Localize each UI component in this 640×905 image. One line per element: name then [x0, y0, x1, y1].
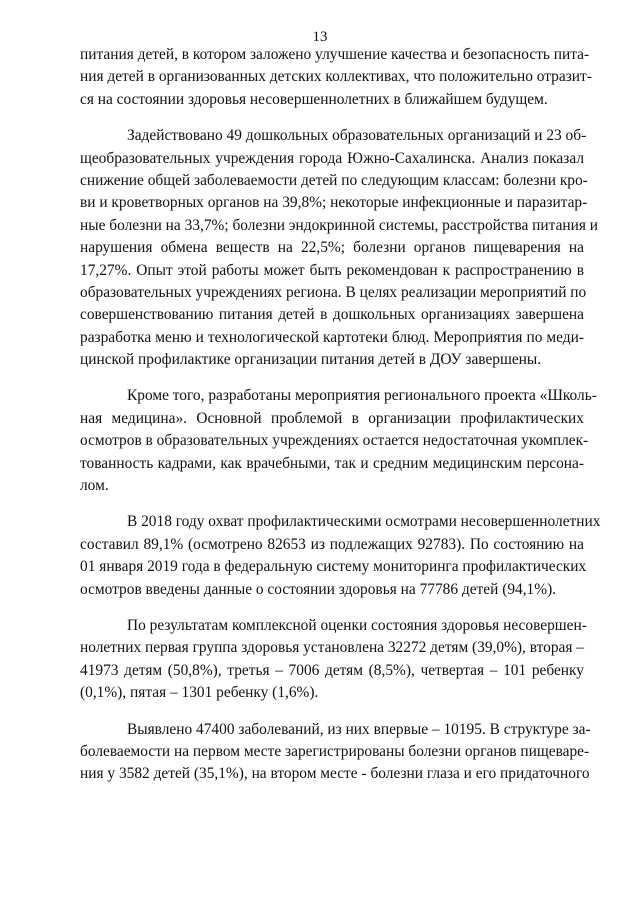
paragraph-line: По результатам комплексной оценки состояния здоровья несовершен- [127, 616, 587, 634]
paragraph-line: осмотров в образовательных учреждениях остается недостаточная укомплек- [80, 432, 589, 450]
paragraph-line: ная медицина». Основной проблемой в организации профилактических [80, 409, 584, 427]
paragraph-line: 01 января 2019 года в федеральную систему мониторинга профилактических [80, 558, 587, 576]
paragraph-line: В 2018 году охват профилактическими осмотрами несовершеннолетних [127, 513, 601, 531]
paragraph-2 [80, 125, 599, 371]
page-number: 13 [312, 29, 328, 45]
paragraph-4 [80, 511, 601, 601]
paragraph-6 [80, 719, 591, 786]
paragraph-line: Задействовано 49 дошкольных образовательных организаций и 23 об- [127, 127, 587, 145]
paragraph-line: ные болезни на 33,7%; болезни эндокринной системы, расстройства питания и [80, 216, 599, 234]
paragraph-line: нарушения обмена веществ на 22,5%; болезни органов пищеварения на [80, 239, 584, 257]
paragraph-line: совершенствованию питания детей в дошкольных организациях завершена [80, 306, 584, 324]
paragraph-line: Кроме того, разработаны мероприятия регионального проекта «Школь- [127, 387, 597, 405]
paragraph-line: болеваемости на первом месте зарегистрированы болезни органов пищеваре- [80, 742, 590, 760]
paragraph-line: 41973 детям (50,8%), третья – 7006 детям (8,5%), четвертая – 101 ребенку [80, 661, 584, 679]
paragraph-line: образовательных учреждениях региона. В целях реализации мероприятий по [80, 283, 587, 301]
paragraph-line: разработка меню и технологической картотеки блюд. Мероприятия по меди- [80, 328, 584, 346]
paragraph-line: осмотров введены данные о состоянии здоровья на 77786 детей (94,1%). [80, 580, 557, 598]
paragraph-line: щеобразовательных учреждения города Южно-Сахалинска. Анализ показал [80, 149, 584, 167]
paragraph-line: цинской профилактике организации питания детей в ДОУ завершены. [80, 351, 542, 369]
paragraph-line: (0,1%), пятая – 1301 ребенку (1,6%). [80, 684, 319, 702]
paragraph-line: ния детей в организованных детских коллективах, что положительно отразит- [80, 68, 592, 86]
paragraph-line: лом. [80, 477, 109, 495]
paragraph-line: снижение общей заболеваемости детей по следующим классам: болезни кро- [80, 171, 588, 189]
paragraph-line: тованность кадрами, как врачебными, так и средним медицинским персона- [80, 454, 584, 472]
paragraph-line: Выявлено 47400 заболеваний, из них впервые – 10195. В структуре за- [127, 720, 591, 738]
paragraph-1 [80, 44, 592, 111]
paragraph-5 [80, 615, 587, 705]
paragraph-line: ви и кроветворных органов на 39,8%; некоторые инфекционные и паразитар- [80, 194, 588, 212]
paragraph-line: нолетних первая группа здоровья установлена 32272 детям (39,0%), вторая – [80, 639, 584, 657]
paragraph-line: 17,27%. Опыт этой работы может быть рекомендован к распространению в [80, 261, 584, 279]
paragraph-line: составил 89,1% (осмотрено 82653 из подлежащих 92783). По состоянию на [80, 535, 584, 553]
paragraph-line: ния у 3582 детей (35,1%), на втором месте - болезни глаза и его придаточного [80, 765, 590, 783]
paragraph-3 [80, 385, 597, 497]
document-body [80, 44, 601, 800]
paragraph-line: ся на состоянии здоровья несовершеннолетних в ближайшем будущем. [80, 90, 548, 108]
paragraph-line: питания детей, в котором заложено улучшение качества и безопасность пита- [80, 46, 590, 63]
